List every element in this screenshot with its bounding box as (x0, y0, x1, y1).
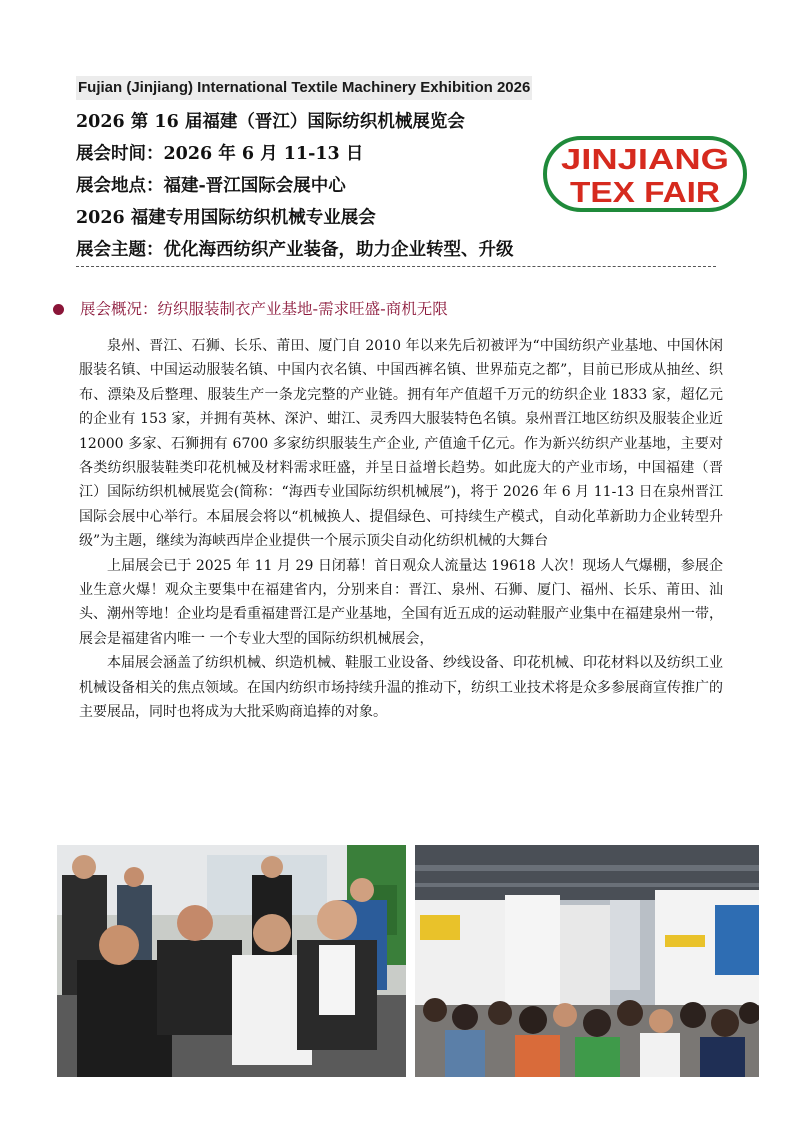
logo-line-2: TEX FAIR (570, 177, 721, 209)
paragraph-scope: 本届展会涵盖了纺织机械、织造机械、鞋服工业设备、纱线设备、印花机械、印花材料以及纺织工业机械设备相关的焦点领域。在国内纺织市场持续升温的推动下，纺织工业技术将是众多参展商宣传推广的主要展品，同时也将成为大批采购商追捧的对象。 (79, 655, 723, 721)
exhibition-date: 展会时间：2026 年 6 月 11-13 日 (76, 144, 364, 164)
exhibition-theme: 展会主题：优化海西纺织产业装备，助力企业转型、升级 (76, 240, 514, 260)
exhibition-name: 2026 第 16 届福建（晋江）国际纺织机械展览会 (76, 112, 465, 132)
paragraph-last-show: 上届展会已于 2025 年 11 月 29 日闭幕！首日观众人流量达 19618 人次！现场人气爆棚，参展企业生意火爆！观众主要集中在福建省内，分别来自：晋江、泉州、石狮、厦门、福州、长乐、莆田、汕头、潮州等地！企业均是看重福建晋江是产业基地，全国有近五成的运动鞋服产业集中在福建泉州一带，展会是福建省内唯一 一个专业大型的国际纺织机械展会， (79, 557, 723, 647)
logo-line-1: JINJIANG (561, 144, 729, 176)
dashed-divider (76, 266, 716, 267)
exhibition-subtitle: 2026 福建专用国际纺织机械专业展会 (76, 208, 376, 228)
jinjiang-tex-fair-logo (543, 136, 747, 212)
meeting-photo (57, 845, 406, 1077)
section-body (79, 334, 723, 725)
section-title: 展会概况：纺织服装制衣产业基地-需求旺盛-商机无限 (80, 300, 448, 318)
english-title: Fujian (Jinjiang) International Textile Machinery Exhibition 2026 (76, 76, 532, 100)
exhibition-venue: 展会地点：福建-晋江国际会展中心 (76, 176, 346, 196)
section-bullet-icon (53, 304, 64, 315)
paragraph-overview: 泉州、晋江、石狮、长乐、莆田、厦门自 2010 年以来先后初被评为“中国纺织产业基地、中国休闲服装名镇、中国运动服装名镇、中国内衣名镇、中国西裤名镇、世界茄克之都”，目前已形成从抽丝、织布、漂染及后整理、服装生产一条龙完整的产业链。拥有年产值超千万元的纺织企业 1833 家，超亿元的企业有 153 家，并拥有英林、深沪、蚶江、灵秀四大服装特色名镇。泉州晋江地区纺织及服装企业近 12000 多家、石狮拥有 6700 多家纺织服装生产企业, 产值逾千亿元。作为新兴纺织产业基地，主要对各类纺织服装鞋类印花机械及材料需求旺盛，并呈日益增长趋势。如此庞大的产业市场，中国福建（晋江）国际纺织机械展览会(简称：“海西专业国际纺织机械展”)，将于 2026 年 6 月 11-13 日在泉州晋江国际会展中心举行。本届展会将以“机械换人、提倡绿色、可持续生产模式，自动化革新助力企业转型升级”为主题，继续为海峡西岸企业提供一个展示顶尖自动化纺织机械的大舞台 (79, 338, 723, 550)
exhibition-hall-photo (415, 845, 759, 1077)
